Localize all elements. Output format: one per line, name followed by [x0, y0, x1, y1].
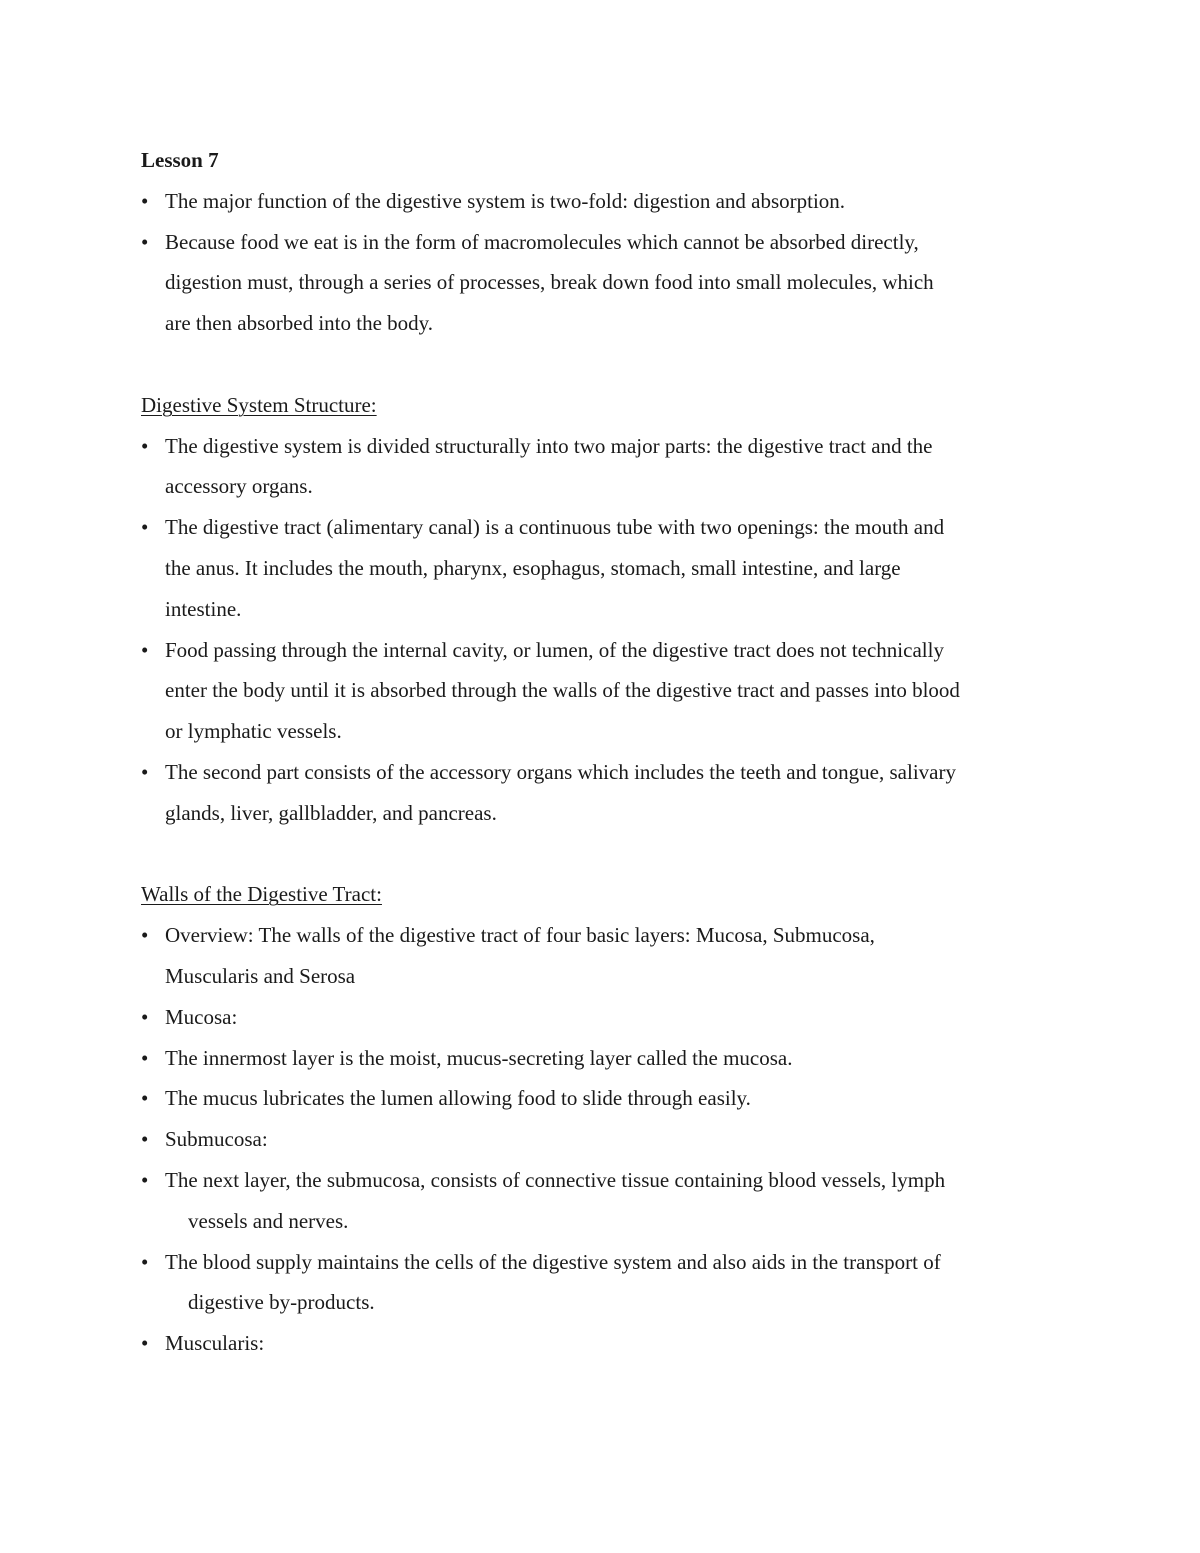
list-item-text: Mucosa:	[165, 1004, 238, 1029]
bullet-glyph: •	[141, 1045, 149, 1070]
list-item-text: The next layer, the submucosa, consists of connective tissue containing blood vessels, lymph	[165, 1167, 946, 1192]
bullet-glyph: •	[141, 759, 149, 784]
bullet-glyph: •	[141, 923, 149, 948]
list-item	[141, 752, 1071, 793]
section-heading: Walls of the Digestive Tract:	[141, 882, 382, 907]
spacer	[141, 834, 1071, 875]
bullet-glyph: •	[141, 1167, 149, 1192]
list-item-text: The major function of the digestive system is two-fold: digestion and absorption.	[165, 188, 846, 213]
list-item-continuation: or lymphatic vessels.	[165, 719, 342, 744]
list-item	[141, 222, 1071, 263]
list-item	[141, 507, 1071, 548]
list-item-continuation: the anus. It includes the mouth, pharynx, esophagus, stomach, small intestine, and large	[165, 555, 901, 580]
list-item	[141, 915, 1071, 956]
list-item	[141, 1323, 1071, 1364]
bullet-glyph: •	[141, 1249, 149, 1274]
list-item-text: The innermost layer is the moist, mucus-secreting layer called the mucosa.	[165, 1045, 793, 1070]
list-item-text: Overview: The walls of the digestive tract of four basic layers: Mucosa, Submucosa,	[165, 923, 875, 948]
list-item-continuation: glands, liver, gallbladder, and pancreas.	[165, 800, 497, 825]
list-item-text: Submucosa:	[165, 1127, 268, 1152]
list-item-continuation: are then absorbed into the body.	[165, 311, 434, 336]
list-item	[141, 997, 1071, 1038]
list-item-text: The digestive tract (alimentary canal) is a continuous tube with two openings: the mouth and	[165, 515, 945, 540]
list-item	[141, 1242, 1071, 1283]
list-item-text: The blood supply maintains the cells of the digestive system and also aids in the transport of	[165, 1249, 941, 1274]
list-item-text: Because food we eat is in the form of macromolecules which cannot be absorbed directly,	[165, 229, 919, 254]
list-item	[141, 630, 1071, 671]
list-item	[141, 1078, 1071, 1119]
list-item-text: The mucus lubricates the lumen allowing food to slide through easily.	[165, 1086, 751, 1111]
list-item-continuation: Muscularis and Serosa	[165, 963, 356, 988]
list-item-continuation: intestine.	[165, 596, 242, 621]
bullet-glyph: •	[141, 229, 149, 254]
list-item-text: Muscularis:	[165, 1331, 265, 1356]
list-item	[141, 426, 1071, 467]
list-item-text: Food passing through the internal cavity, or lumen, of the digestive tract does not technically	[165, 637, 944, 662]
list-item	[141, 1038, 1071, 1079]
list-item-continuation: vessels and nerves.	[188, 1208, 349, 1233]
list-item-continuation: enter the body until it is absorbed through the walls of the digestive tract and passes into blood	[165, 678, 960, 703]
spacer	[141, 344, 1071, 385]
document-content	[141, 140, 1071, 1364]
list-item	[141, 181, 1071, 222]
bullet-glyph: •	[141, 433, 149, 458]
bullet-glyph: •	[141, 188, 149, 213]
lesson-title: Lesson 7	[141, 148, 219, 172]
list-item-continuation: digestive by-products.	[188, 1290, 375, 1315]
list-item-continuation: accessory organs.	[165, 474, 313, 499]
section-heading: Digestive System Structure:	[141, 392, 377, 417]
list-item-text: The second part consists of the accessory organs which includes the teeth and tongue, salivary	[165, 759, 956, 784]
bullet-glyph: •	[141, 1127, 149, 1152]
bullet-glyph: •	[141, 1331, 149, 1356]
list-item	[141, 1119, 1071, 1160]
list-item-text: The digestive system is divided structurally into two major parts: the digestive tract and the	[165, 433, 933, 458]
bullet-glyph: •	[141, 1004, 149, 1029]
list-item	[141, 1160, 1071, 1201]
bullet-glyph: •	[141, 637, 149, 662]
bullet-glyph: •	[141, 515, 149, 540]
list-item-continuation: digestion must, through a series of processes, break down food into small molecules, which	[165, 270, 934, 295]
bullet-glyph: •	[141, 1086, 149, 1111]
